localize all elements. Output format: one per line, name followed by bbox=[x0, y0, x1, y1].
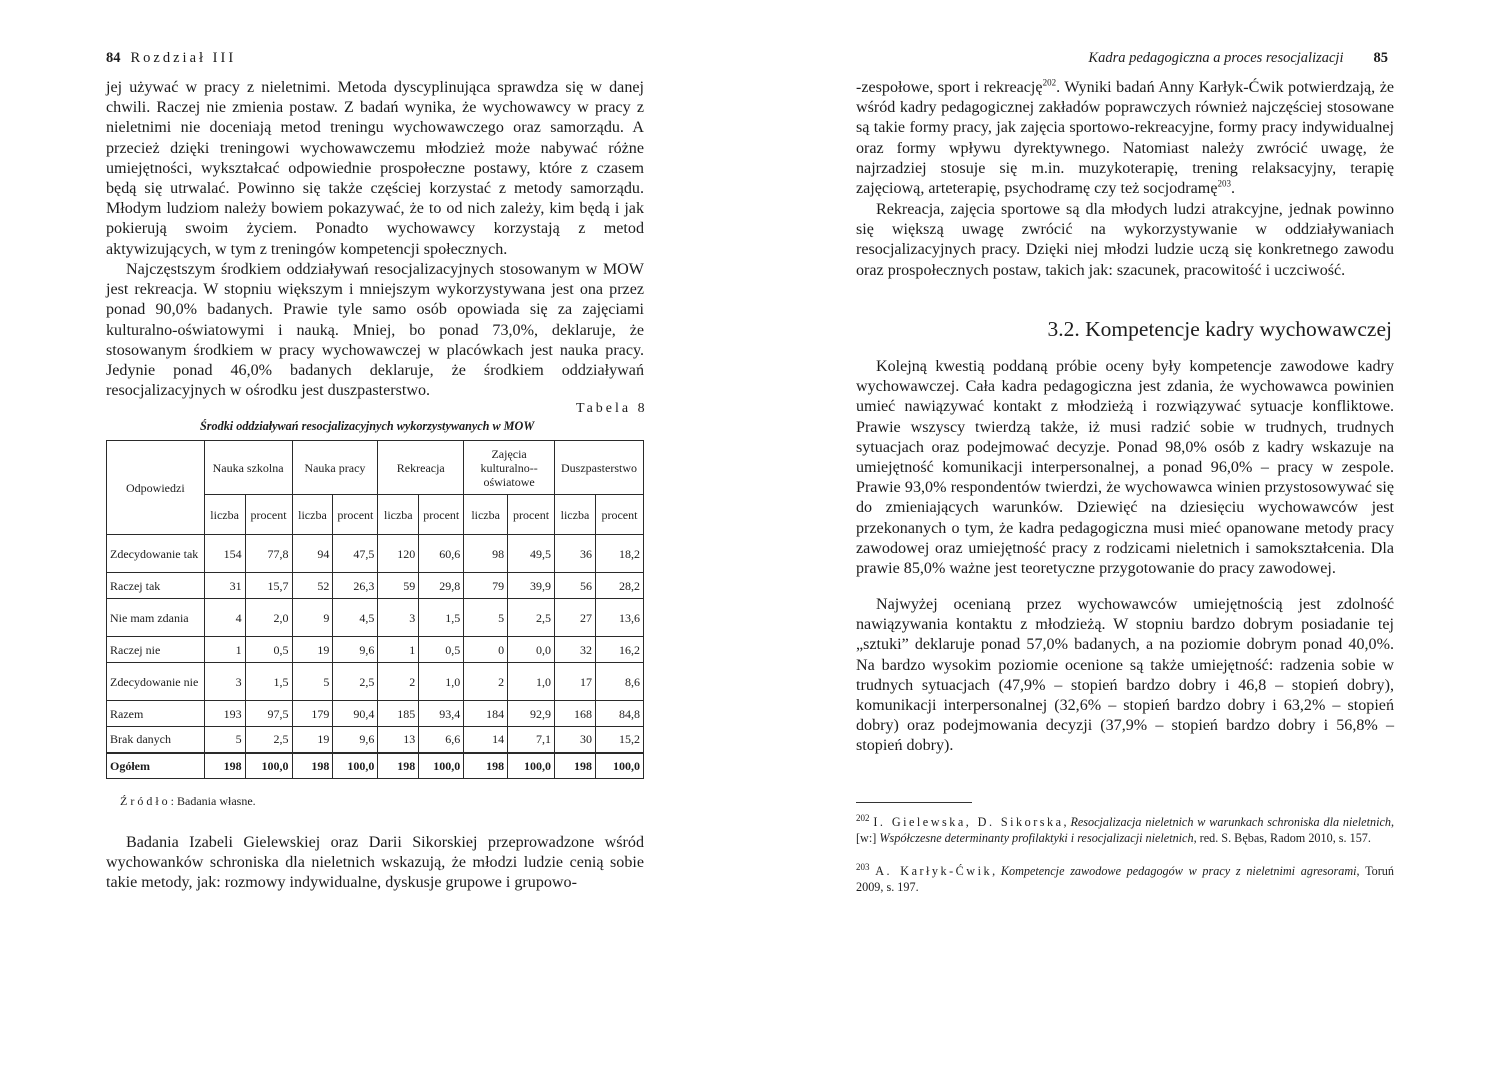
table-cell: 9,6 bbox=[333, 637, 378, 663]
table-cell: 0,0 bbox=[508, 637, 555, 663]
table-source bbox=[120, 794, 256, 809]
table-cell: 2,0 bbox=[245, 599, 292, 637]
table-cell: 1,5 bbox=[245, 663, 292, 701]
source-label: Źródło bbox=[120, 794, 171, 808]
p1-part-a: -zespołowe, sport i rekreację bbox=[856, 79, 1043, 96]
table-cell: 47,5 bbox=[333, 535, 378, 573]
table-cell: 0,5 bbox=[419, 637, 464, 663]
footnote-ref-202[interactable]: 202 bbox=[1042, 77, 1057, 88]
table-row bbox=[107, 663, 644, 701]
footnote-sep: , bbox=[992, 864, 1001, 878]
table-cell: 92,9 bbox=[508, 701, 555, 727]
left-running-head bbox=[106, 50, 236, 67]
table-cell: 13,6 bbox=[595, 599, 643, 637]
row-label: Zdecydowanie nie bbox=[107, 663, 205, 701]
left-closing-paragraph: Badania Izabeli Gielewskiej oraz Darii Sikorskiej przeprowadzone wśród wychowanków schroniska dla nieletnich wskazują, że młodzi ludzie cenią sobie takie metody, jak: rozmowy indywidualne, dyskusje grupowe i grupowo- bbox=[106, 834, 644, 892]
subheader: procent bbox=[508, 495, 555, 535]
table-row bbox=[107, 637, 644, 663]
table-cell: 28,2 bbox=[595, 573, 643, 599]
table-cell: 2 bbox=[464, 663, 508, 701]
table-cell: 31 bbox=[204, 573, 245, 599]
table-cell: 36 bbox=[555, 535, 596, 573]
table-cell: 1 bbox=[204, 637, 245, 663]
table-cell: 30 bbox=[555, 727, 596, 753]
table-cell: 15,2 bbox=[595, 727, 643, 753]
table-cell: 93,4 bbox=[419, 701, 464, 727]
right-paragraph-4: Najwyżej ocenianą przez wychowawców umiejętnością jest zdolność nawiązywania kontaktu z młodzieżą. W stopniu bardzo dobrym posiadanie tej „sztuki” deklaruje ponad 57,0% badanych, a na poziomie dobrym ponad 40,0%. Na bardzo wysokim poziomie ocenione są także umiejętność: radzenia sobie w trudnych sytuacjach (47,9% – stopień bardzo dobry i 46,8 – stopień dobry), komunikacji interpersonalnej (32,6% – stopień bardzo dobry i 63,2% – stopień dobry) oraz podejmowania decyzji (37,9% – stopień bardzo dobry i 56,8% – stopień dobry). bbox=[856, 596, 1394, 755]
table-cell: 32 bbox=[555, 637, 596, 663]
footnote-book: Współczesne determinanty profilaktyki i resocjalizacji nieletnich bbox=[879, 830, 1194, 845]
table-cell: 56 bbox=[555, 573, 596, 599]
table-cell: 59 bbox=[378, 573, 419, 599]
table-cell: 4 bbox=[204, 599, 245, 637]
table-cell: 2,5 bbox=[333, 663, 378, 701]
table-cell: 49,5 bbox=[508, 535, 555, 573]
table-cell: 2,5 bbox=[245, 727, 292, 753]
table-cell: 90,4 bbox=[333, 701, 378, 727]
table-cell: 29,8 bbox=[419, 573, 464, 599]
footnote-tail: , Toruń 2009, s. 197. bbox=[856, 864, 1394, 894]
table-cell: 3 bbox=[378, 599, 419, 637]
p1-part-c: . bbox=[1230, 180, 1235, 198]
table-cell: 27 bbox=[555, 599, 596, 637]
table-cell: 100,0 bbox=[333, 753, 378, 779]
subheader: procent bbox=[595, 495, 643, 535]
header-group: Nauka pracy bbox=[292, 441, 378, 495]
table-cell: 154 bbox=[204, 535, 245, 573]
table-cell: 198 bbox=[464, 753, 508, 779]
subheader: liczba bbox=[464, 495, 508, 535]
table-cell: 1,0 bbox=[508, 663, 555, 701]
table-row bbox=[107, 535, 644, 573]
table-cell: 84,8 bbox=[595, 701, 643, 727]
header-odpowiedzi: Odpowiedzi bbox=[107, 441, 205, 535]
footnote-sep: , bbox=[1063, 815, 1071, 829]
header-group: Nauka szkolna bbox=[204, 441, 292, 495]
table-cell: 8,6 bbox=[595, 663, 643, 701]
source-text: : Badania własne. bbox=[170, 794, 256, 808]
table-cell: 52 bbox=[292, 573, 333, 599]
table-cell: 198 bbox=[378, 753, 419, 779]
table-cell: 198 bbox=[292, 753, 333, 779]
table-cell: 9,6 bbox=[333, 727, 378, 753]
right-paragraph-1 bbox=[856, 78, 1394, 199]
table-cell: 185 bbox=[378, 701, 419, 727]
table-cell: 4,5 bbox=[333, 599, 378, 637]
table-cell: 100,0 bbox=[508, 753, 555, 779]
table-cell: 168 bbox=[555, 701, 596, 727]
right-paragraph-2: Rekreacja, zajęcia sportowe są dla młodych ludzi atrakcyjne, jednak powinno się większą uwagę zwrócić na wykorzystywanie w oddziaływaniach resocjalizacyjnych pracy. Dzięki niej młodzi ludzie uczą się konkretnego zawodu oraz prospołecznych postaw, takich jak: szacunek, pracowitość i uczciwość. bbox=[856, 201, 1394, 279]
table-row bbox=[107, 727, 644, 753]
row-label: Nie mam zdania bbox=[107, 599, 205, 637]
table-cell: 60,6 bbox=[419, 535, 464, 573]
chapter-header: Rozdział III bbox=[130, 50, 237, 66]
p1-part-b: . Wyniki badań Anny Karłyk-Ćwik potwierdzają, że wśród kadry pedagogicznej zakładów poprawczych również najczęściej stosowane są takie formy pracy, jak zajęcia sportowo-rekreacyjne, formy pracy indywidualnej oraz formy wpływu dyrektywnego. Natomiast należy zwrócić uwagę, że najrzadziej stosuje się m.in. muzykoterapię, trening relaksacyjny, terapię zajęciową, arteterapię, psychodramę czy też socjodramę bbox=[856, 79, 1395, 198]
footnote-ref-203[interactable]: 203 bbox=[1217, 178, 1231, 189]
table-cell: 17 bbox=[555, 663, 596, 701]
table-cell: 184 bbox=[464, 701, 508, 727]
table-cell: 39,9 bbox=[508, 573, 555, 599]
table-cell: 14 bbox=[464, 727, 508, 753]
table-cell: 100,0 bbox=[419, 753, 464, 779]
subheader: procent bbox=[419, 495, 464, 535]
footnote-number: 202 bbox=[856, 812, 870, 823]
table-cell: 26,3 bbox=[333, 573, 378, 599]
table-cell: 13 bbox=[378, 727, 419, 753]
table-cell: 97,5 bbox=[245, 701, 292, 727]
table-cell: 100,0 bbox=[595, 753, 643, 779]
table-body bbox=[107, 535, 644, 779]
table-cell: 198 bbox=[204, 753, 245, 779]
footnote-author: A. Karłyk-Ćwik bbox=[875, 864, 993, 878]
table-title: Środki oddziaływań resocjalizacyjnych wykorzystywanych w MOW bbox=[200, 419, 535, 433]
row-label: Raczej tak bbox=[107, 573, 205, 599]
right-page-number: 85 bbox=[1373, 50, 1388, 66]
table-cell: 193 bbox=[204, 701, 245, 727]
table-row bbox=[107, 573, 644, 599]
footnote-author: I. Gielewska, D. Sikorska bbox=[873, 815, 1064, 829]
running-title: Kadra pedagogiczna a proces resocjalizacji bbox=[1088, 50, 1344, 66]
table-cell: 98 bbox=[464, 535, 508, 573]
table-cell: 3 bbox=[204, 663, 245, 701]
subheader: liczba bbox=[292, 495, 333, 535]
header-group: Duszpasterstwo bbox=[555, 441, 644, 495]
table-cell: 94 bbox=[292, 535, 333, 573]
row-label: Zdecydowanie tak bbox=[107, 535, 205, 573]
table-cell: 79 bbox=[464, 573, 508, 599]
footnote-title: Kompetencje zawodowe pedagogów w pracy z nieletnimi agresorami bbox=[1000, 864, 1357, 878]
table-cell: 6,6 bbox=[419, 727, 464, 753]
footnote-number: 203 bbox=[856, 861, 870, 872]
footnote-rule bbox=[856, 802, 972, 803]
table-cell: 7,1 bbox=[508, 727, 555, 753]
right-page bbox=[750, 0, 1500, 1066]
table-cell: 9 bbox=[292, 599, 333, 637]
table-cell: 5 bbox=[204, 727, 245, 753]
footnote-title: Resocjalizacja nieletnich w warunkach schroniska dla nieletnich bbox=[1070, 815, 1391, 829]
table-number: Tabela 8 bbox=[576, 401, 648, 416]
table-cell: 15,7 bbox=[245, 573, 292, 599]
table-cell: 0 bbox=[464, 637, 508, 663]
table-cell: 2 bbox=[378, 663, 419, 701]
data-table bbox=[106, 440, 644, 779]
table-cell: 77,8 bbox=[245, 535, 292, 573]
footnote-mid: , [w:] bbox=[856, 815, 1395, 845]
subheader: liczba bbox=[555, 495, 596, 535]
left-paragraph-2: Najczęstszym środkiem oddziaływań resocjalizacyjnych stosowanym w MOW jest rekreacja. W stopniu większym i mniejszym wykorzystywana jest ona przez ponad 90,0% badanych. Prawie tyle samo osób opowiada się za zajęciami kulturalno-oświatowymi i nauką. Mniej, bo ponad 73,0%, deklaruje, że stosowanym środkiem w pracy wychowawczej w placówkach jest nauka pracy. Jedynie ponad 46,0% badanych deklaruje, że środkiem oddziaływań resocjalizacyjnych w ośrodku jest duszpasterstwo. bbox=[106, 261, 644, 400]
header-group: Rekreacja bbox=[378, 441, 464, 495]
footnote-202 bbox=[856, 812, 1395, 846]
left-paragraph-1: jej używać w pracy z nieletnimi. Metoda dyscyplinująca sprawdza się w danej chwili. Raczej nie zmienia postaw. Z badań wynika, że wychowawcy w pracy z nieletnimi nie doceniają metod treningu wychowawczego oraz samorządu. A przecież dzięki treningowi wychowawczemu młodzież może nabywać różne umiejętności, wykształcać odpowiednie prospołeczne postawy, które z czasem będą się utrwalać. Powinno się także częściej korzystać z metody samorządu. Młodym ludziom należy bowiem pokazywać, że to od nich zależy, kim będą i jak pokierują swoim życiem. Ponadto wychowawcy korzystają z metod aktywizujących, w tym z treningów kompetencji społecznych. bbox=[106, 79, 644, 258]
header-group: Zajęcia kulturalno--oświatowe bbox=[464, 441, 555, 495]
table-cell: 0,5 bbox=[245, 637, 292, 663]
footnote-203 bbox=[856, 861, 1394, 895]
table-row bbox=[107, 753, 644, 779]
table-cell: 2,5 bbox=[508, 599, 555, 637]
right-running-head bbox=[1088, 50, 1388, 67]
table-row bbox=[107, 599, 644, 637]
row-label: Raczej nie bbox=[107, 637, 205, 663]
table-cell: 179 bbox=[292, 701, 333, 727]
table-cell: 1,5 bbox=[419, 599, 464, 637]
subheader: procent bbox=[245, 495, 292, 535]
left-page-number: 84 bbox=[106, 50, 121, 66]
subheader: liczba bbox=[378, 495, 419, 535]
subheader: liczba bbox=[204, 495, 245, 535]
table-cell: 120 bbox=[378, 535, 419, 573]
table-cell: 19 bbox=[292, 727, 333, 753]
subheader: procent bbox=[333, 495, 378, 535]
table-cell: 198 bbox=[555, 753, 596, 779]
right-paragraph-3: Kolejną kwestią poddaną próbie oceny były kompetencje zawodowe kadry wychowawczej. Cała kadra pedagogiczna jest zdania, że wychowawca powinien umieć nawiązywać kontakt z młodzieżą i rozwiązywać sytuacje konfliktowe. Prawie wszyscy twierdzą także, iż musi radzić sobie w trudnych, trudnych sytuacjach oraz podejmować decyzje. Ponad 98,0% osób z kadry wskazuje na umiejętność komunikacji interpersonalnej, a ponad 96,0% – pracy w zespole. Prawie 93,0% respondentów twierdzi, że wychowawca winien przystosowywać się do zmieniających warunków. Dziewięć na dziesięciu wychowawców jest przekonanych o tym, że kadra pedagogiczna musi mieć opanowane metody pracy zawodowej oraz umiejętność pracy z rodzicami nieletnich i samokształcenia. Dla prawie 85,0% ważne jest teoretyczne przygotowanie do pracy zawodowej. bbox=[856, 358, 1394, 578]
row-label: Ogółem bbox=[107, 753, 205, 779]
row-label: Brak danych bbox=[107, 727, 205, 753]
table-cell: 19 bbox=[292, 637, 333, 663]
table-cell: 5 bbox=[464, 599, 508, 637]
section-title: 3.2. Kompetencje kadry wychowawczej bbox=[1047, 317, 1392, 341]
table-cell: 1 bbox=[378, 637, 419, 663]
row-label: Razem bbox=[107, 701, 205, 727]
footnote-tail: , red. S. Bębas, Radom 2010, s. 157. bbox=[1193, 830, 1371, 845]
table-row bbox=[107, 701, 644, 727]
table-cell: 100,0 bbox=[245, 753, 292, 779]
table-cell: 18,2 bbox=[595, 535, 643, 573]
table-cell: 1,0 bbox=[419, 663, 464, 701]
table-cell: 5 bbox=[292, 663, 333, 701]
table-cell: 16,2 bbox=[595, 637, 643, 663]
